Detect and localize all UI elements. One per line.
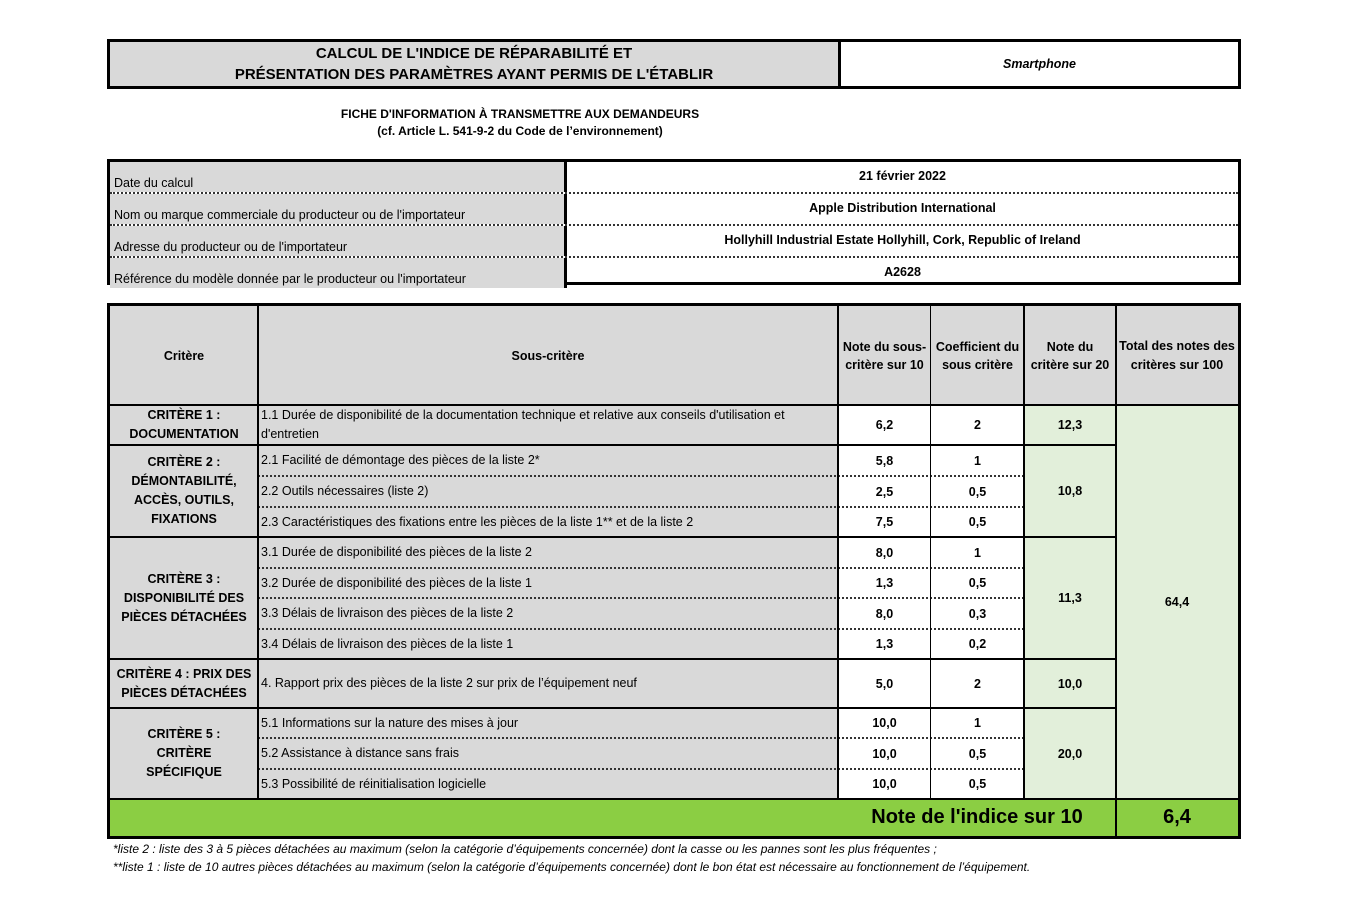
index-label: Note de l'indice sur 10 bbox=[871, 806, 1083, 828]
header-critere: Critère bbox=[163, 348, 205, 363]
footnote-2: **liste 1 : liste de 10 autres pièces détachées au maximum (selon la catégorie d’équipements concernée) dont le bon état est nécessaire au fonctionnement de l’équipement. bbox=[113, 860, 1031, 874]
info-value-model: A2628 bbox=[884, 265, 921, 279]
coef-5-2: 0,5 bbox=[968, 746, 987, 761]
subtitle-line-2: (cf. Article L. 541-9-2 du Code de l’environnement) bbox=[377, 124, 663, 138]
row-divider bbox=[258, 475, 1024, 477]
subnote-3-4: 1,3 bbox=[875, 637, 894, 651]
header-sous-critere: Sous-critère bbox=[511, 348, 585, 363]
col-divider bbox=[257, 306, 259, 799]
row-divider bbox=[258, 597, 1024, 599]
coef-2-2: 0,5 bbox=[968, 484, 987, 499]
coef-3-4: 0,2 bbox=[968, 637, 987, 651]
subcriterion-3-3: 3.3 Délais de livraison des pièces de la liste 2 bbox=[261, 606, 514, 620]
subnote-3-2: 1,3 bbox=[875, 576, 894, 590]
subcriterion-4: 4. Rapport prix des pièces de la liste 2 sur prix de l’équipement neuf bbox=[261, 676, 637, 690]
title-line-2: PRÉSENTATION DES PARAMÈTRES AYANT PERMIS DE L'ÉTABLIR bbox=[234, 66, 714, 83]
coef-2-1: 1 bbox=[974, 453, 981, 468]
row-divider bbox=[258, 567, 1024, 569]
header-note-sous: Note du sous-critère sur 10 bbox=[842, 339, 927, 372]
info-table bbox=[107, 159, 1241, 285]
subnote-5-3: 10,0 bbox=[872, 777, 897, 791]
criterion-5-note: 20,0 bbox=[1057, 746, 1083, 761]
col-divider bbox=[1115, 306, 1117, 836]
header-divider bbox=[110, 404, 1238, 406]
subtitle bbox=[107, 106, 933, 140]
row-divider bbox=[258, 737, 1024, 739]
header-note-critere: Note du critère sur 20 bbox=[1030, 339, 1110, 372]
subcriterion-3-1: 3.1 Durée de disponibilité des pièces de la liste 2 bbox=[261, 545, 533, 559]
info-label-model: Référence du modèle donnée par le producteur ou l'importateur bbox=[110, 258, 567, 288]
subnote-2-3: 7,5 bbox=[875, 515, 894, 529]
coef-2-3: 0,5 bbox=[968, 515, 987, 529]
info-value-date: 21 février 2022 bbox=[859, 169, 946, 183]
criterion-2-name: CRITÈRE 2 : DÉMONTABILITÉ, ACCÈS, OUTILS, FIXATIONS bbox=[131, 455, 237, 526]
coef-3-3: 0,3 bbox=[968, 606, 987, 621]
subcriterion-3-2: 3.2 Durée de disponibilité des pièces de la liste 1 bbox=[261, 575, 533, 590]
subcriterion-5-1: 5.1 Informations sur la nature des mises à jour bbox=[261, 715, 519, 730]
col-divider bbox=[1023, 306, 1025, 799]
info-value-address: Hollyhill Industrial Estate Hollyhill, Cork, Republic of Ireland bbox=[724, 233, 1081, 247]
criterion-3-note: 11,3 bbox=[1058, 591, 1082, 605]
total-score: 64,4 bbox=[1164, 595, 1190, 609]
footnotes bbox=[113, 840, 1213, 876]
header-coef: Coefficient du sous critère bbox=[935, 339, 1020, 372]
criterion-divider bbox=[110, 707, 1116, 709]
coef-3-1: 1 bbox=[974, 545, 981, 560]
criterion-2-note: 10,8 bbox=[1057, 484, 1083, 498]
criterion-1-name: CRITÈRE 1 : DOCUMENTATION bbox=[129, 408, 239, 441]
criterion-4-note: 10,0 bbox=[1057, 676, 1083, 691]
subtitle-line-1: FICHE D'INFORMATION À TRANSMETTRE AUX DEMANDEURS bbox=[340, 107, 700, 121]
subcriterion-1-1: 1.1 Durée de disponibilité de la documentation technique et relative aux conseils d'utilisation et d'entretien bbox=[261, 408, 785, 441]
subnote-4: 5,0 bbox=[875, 676, 894, 691]
criterion-5-name: CRITÈRE 5 : CRITÈRE SPÉCIFIQUE bbox=[146, 727, 222, 779]
coef-4: 2 bbox=[974, 676, 981, 691]
info-label-producer: Nom ou marque commerciale du producteur ou de l'importateur bbox=[110, 194, 567, 224]
criterion-divider bbox=[110, 444, 1116, 446]
subnote-5-1: 10,0 bbox=[872, 716, 897, 730]
row-divider bbox=[258, 628, 1024, 630]
product-type: Smartphone bbox=[1003, 57, 1076, 71]
row-divider bbox=[258, 506, 1024, 508]
info-label-address: Adresse du producteur ou de l'importateur bbox=[110, 226, 567, 256]
title-line-1: CALCUL DE L'INDICE DE RÉPARABILITÉ ET bbox=[315, 45, 633, 62]
coef-5-3: 0,5 bbox=[968, 777, 987, 791]
criterion-3-name: CRITÈRE 3 : DISPONIBILITÉ DES PIÈCES DÉTACHÉES bbox=[121, 571, 247, 624]
subnote-1-1: 6,2 bbox=[875, 418, 894, 432]
criterion-1-note: 12,3 bbox=[1057, 418, 1083, 432]
info-row bbox=[110, 194, 1238, 226]
info-label-date: Date du calcul bbox=[110, 162, 567, 192]
footnote-1: *liste 2 : liste des 3 à 5 pièces détachées au maximum (selon la catégorie d’équipements concernée) dont la casse ou les pannes sont les plus fréquentes ; bbox=[113, 842, 937, 856]
info-row bbox=[110, 258, 1238, 288]
subcriterion-2-2: 2.2 Outils nécessaires (liste 2) bbox=[261, 484, 429, 498]
subcriterion-5-2: 5.2 Assistance à distance sans frais bbox=[261, 746, 460, 760]
subnote-3-1: 8,0 bbox=[875, 545, 894, 560]
criterion-divider bbox=[110, 536, 1116, 538]
subcriterion-5-3: 5.3 Possibilité de réinitialisation logicielle bbox=[261, 776, 487, 791]
row-divider bbox=[258, 768, 1024, 770]
header-total: Total des notes des critères sur 100 bbox=[1119, 338, 1235, 372]
coef-3-2: 0,5 bbox=[968, 576, 987, 590]
subnote-5-2: 10,0 bbox=[872, 746, 897, 761]
score-table bbox=[107, 303, 1241, 839]
coef-5-1: 1 bbox=[974, 716, 981, 730]
col-divider bbox=[837, 306, 839, 799]
subnote-2-2: 2,5 bbox=[875, 484, 894, 499]
subnote-2-1: 5,8 bbox=[875, 453, 894, 468]
header-box bbox=[107, 39, 1241, 89]
index-value: 6,4 bbox=[1163, 806, 1191, 828]
coef-1-1: 2 bbox=[974, 418, 981, 432]
document-title bbox=[110, 42, 841, 86]
criterion-4-name: CRITÈRE 4 : PRIX DES PIÈCES DÉTACHÉES bbox=[116, 666, 252, 700]
info-row bbox=[110, 162, 1238, 194]
subcriterion-2-3: 2.3 Caractéristiques des fixations entre les pièces de la liste 1** et de la liste 2 bbox=[261, 514, 694, 529]
info-row bbox=[110, 226, 1238, 258]
subnote-3-3: 8,0 bbox=[875, 606, 894, 621]
subcriterion-2-1: 2.1 Facilité de démontage des pièces de la liste 2* bbox=[261, 453, 540, 467]
col-divider bbox=[930, 306, 931, 799]
info-value-producer: Apple Distribution International bbox=[809, 201, 996, 215]
criterion-divider bbox=[110, 658, 1116, 660]
footer-divider bbox=[110, 798, 1238, 800]
subcriterion-3-4: 3.4 Délais de livraison des pièces de la liste 1 bbox=[261, 636, 514, 651]
